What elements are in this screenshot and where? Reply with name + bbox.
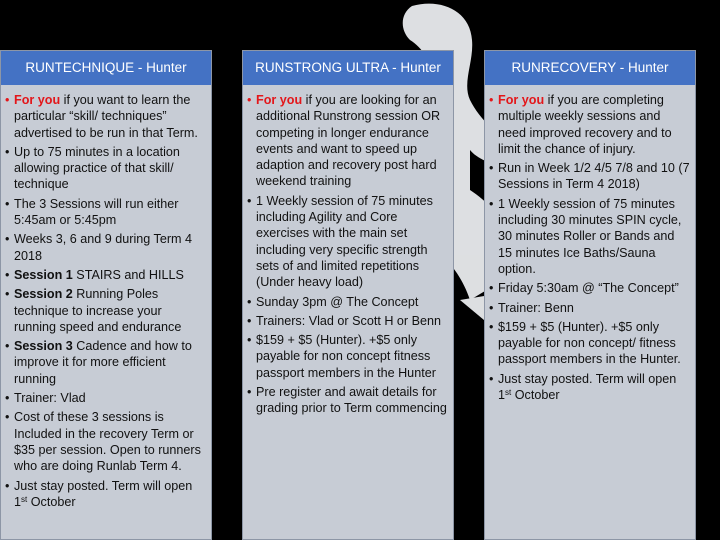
posted-text: Just stay posted. Term will open 1	[498, 371, 677, 403]
list-item: • Friday 5:30am @ “The Concept”	[489, 280, 691, 296]
list-item: • The 3 Sessions will run either 5:45am or 5:45pm	[5, 196, 207, 229]
runtechnique-list	[1, 85, 211, 510]
list-item	[5, 286, 207, 335]
for-you-label: For you	[498, 93, 545, 107]
posted-text: Just stay posted. Term will open 1	[14, 478, 193, 509]
posted-suffix: October	[511, 388, 560, 403]
list-item: • Pre register and await details for grading prior to Term commencing	[247, 384, 449, 417]
list-item	[5, 92, 207, 141]
list-item: • 1 Weekly session of 75 minutes including 30 minutes SPIN cycle, 30 minutes Roller or Bands and 15 minutes Ice Baths/Sauna option.	[489, 196, 691, 277]
runstrong-ultra-panel	[242, 50, 454, 540]
list-item: • $159 + $5 (Hunter). +$5 only payable for non concept/ fitness passport members in the Hunter.	[489, 319, 691, 368]
runrecovery-list	[485, 85, 695, 403]
for-you-text: if you are looking for an additional Runstrong session OR competing in longer endurance events and want to speed up adaption and recovery post hard weekend training	[256, 93, 441, 189]
list-item	[5, 338, 207, 387]
session-text: Running Poles technique to increase your running speed and endurance	[14, 287, 182, 334]
list-item: • Up to 75 minutes in a location allowing practice of that skill/ technique	[5, 144, 207, 193]
list-item	[5, 267, 207, 283]
for-you-label: For you	[256, 93, 303, 107]
session-text: Cadence and how to improve it for more efficient running	[14, 339, 192, 386]
runstrong-ultra-list	[243, 85, 453, 417]
posted-suffix: October	[27, 494, 76, 509]
runrecovery-header: RUNRECOVERY - Hunter	[485, 51, 695, 85]
posted-sup: st	[505, 388, 512, 398]
runtechnique-header: RUNTECHNIQUE - Hunter	[1, 51, 211, 85]
runstrong-ultra-header: RUNSTRONG ULTRA - Hunter	[243, 51, 453, 85]
session-label: Session 1	[14, 267, 73, 282]
list-item	[489, 92, 691, 157]
list-item: • Sunday 3pm @ The Concept	[247, 294, 449, 310]
list-item: • Trainer: Benn	[489, 300, 691, 316]
posted-sup: st	[21, 494, 28, 504]
session-label: Session 2	[14, 287, 73, 302]
list-item: • Run in Week 1/2 4/5 7/8 and 10 (7 Sessions in Term 4 2018)	[489, 160, 691, 193]
list-item: • Weeks 3, 6 and 9 during Term 4 2018	[5, 231, 207, 264]
list-item: • Trainer: Vlad	[5, 390, 207, 406]
runrecovery-panel	[484, 50, 696, 540]
runtechnique-panel	[0, 50, 212, 540]
list-item: • Cost of these 3 sessions is Included in the recovery Term or $35 per session. Open to runners who are doing Runlab Term 4.	[5, 409, 207, 474]
for-you-text: if you are completing multiple weekly sessions and need improved recovery and to limit the chance of injury.	[498, 93, 672, 156]
list-item: • 1 Weekly session of 75 minutes including Agility and Core exercises with the main set including very specific strength sets of and limited repetitions (Under heavy load)	[247, 193, 449, 291]
session-label: Session 3	[14, 339, 73, 354]
list-item: • Trainers: Vlad or Scott H or Benn	[247, 313, 449, 329]
list-item	[489, 371, 691, 404]
list-item	[5, 478, 207, 511]
list-item	[247, 92, 449, 190]
list-item: • $159 + $5 (Hunter). +$5 only payable for non concept fitness passport members in the Hunter	[247, 332, 449, 381]
for-you-label: For you	[14, 93, 61, 107]
for-you-text: if you want to learn the particular “skill/ techniques” advertised to be run in that Term.	[14, 93, 198, 140]
session-text: STAIRS and HILLS	[72, 267, 184, 282]
